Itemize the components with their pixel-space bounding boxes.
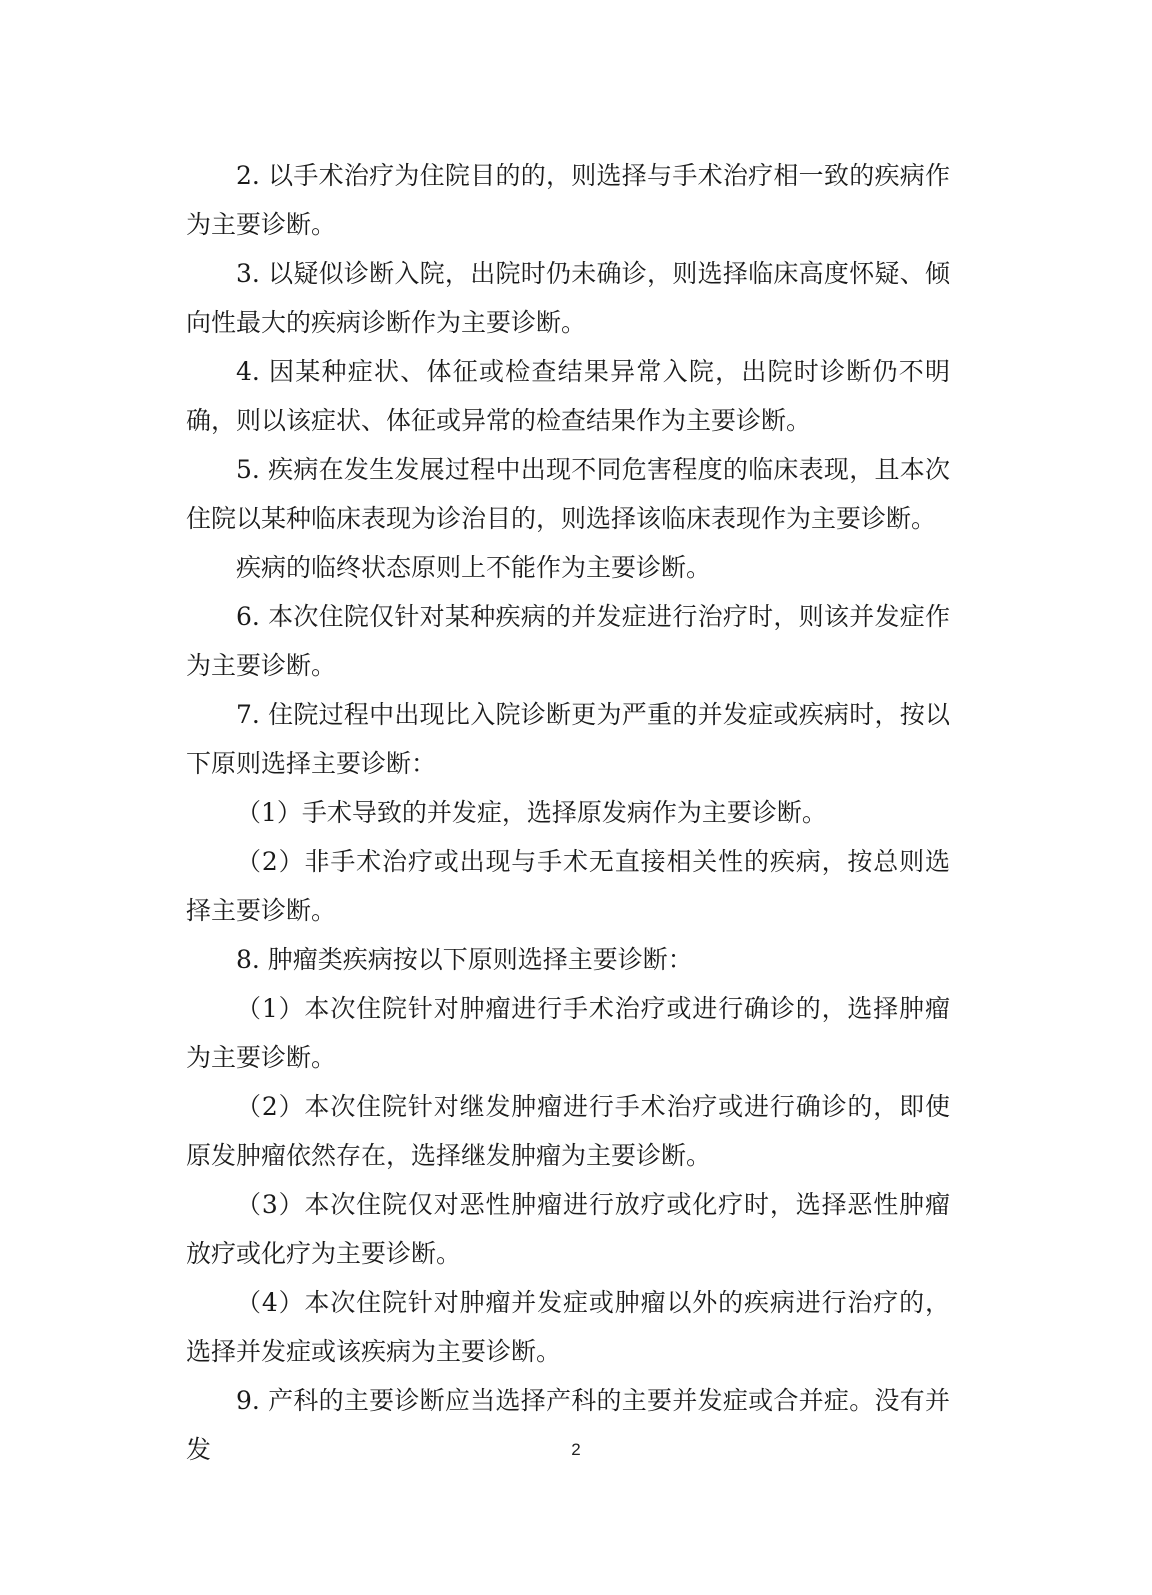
paragraph-8-2: （2）本次住院针对继发肿瘤进行手术治疗或进行确诊的，即使原发肿瘤依然存在，选择继发肿瘤为主要诊断。 [186,1092,950,1170]
page-number: 2 [571,1440,581,1459]
paragraph-2: 2. 以手术治疗为住院目的的，则选择与手术治疗相一致的疾病作为主要诊断。 [186,161,950,239]
paragraph-3: 3. 以疑似诊断入院，出院时仍未确诊，则选择临床高度怀疑、倾向性最大的疾病诊断作为主要诊断。 [186,259,950,337]
paragraph-8-4: （4）本次住院针对肿瘤并发症或肿瘤以外的疾病进行治疗的，选择并发症或该疾病为主要诊断。 [186,1288,950,1366]
paragraph-7: 7. 住院过程中出现比入院诊断更为严重的并发症或疾病时，按以下原则选择主要诊断： [186,700,950,778]
document-body [186,151,950,1474]
paragraph-9: 9. 产科的主要诊断应当选择产科的主要并发症或合并症。没有并发 [186,1386,950,1464]
paragraph-5: 5. 疾病在发生发展过程中出现不同危害程度的临床表现，且本次住院以某种临床表现为诊治目的，则选择该临床表现作为主要诊断。 [186,455,950,533]
paragraph-7-2: （2）非手术治疗或出现与手术无直接相关性的疾病，按总则选择主要诊断。 [186,847,950,925]
paragraph-8: 8. 肿瘤类疾病按以下原则选择主要诊断： [236,945,693,974]
paragraph-4: 4. 因某种症状、体征或检查结果异常入院，出院时诊断仍不明确，则以该症状、体征或异常的检查结果作为主要诊断。 [186,357,950,435]
paragraph-8-3: （3）本次住院仅对恶性肿瘤进行放疗或化疗时，选择恶性肿瘤放疗或化疗为主要诊断。 [186,1190,950,1268]
paragraph-6: 6. 本次住院仅针对某种疾病的并发症进行治疗时，则该并发症作为主要诊断。 [186,602,950,680]
paragraph-5-note: 疾病的临终状态原则上不能作为主要诊断。 [236,553,712,582]
paragraph-8-1: （1）本次住院针对肿瘤进行手术治疗或进行确诊的，选择肿瘤为主要诊断。 [186,994,950,1072]
paragraph-7-1: （1）手术导致的并发症，选择原发病作为主要诊断。 [236,798,827,827]
